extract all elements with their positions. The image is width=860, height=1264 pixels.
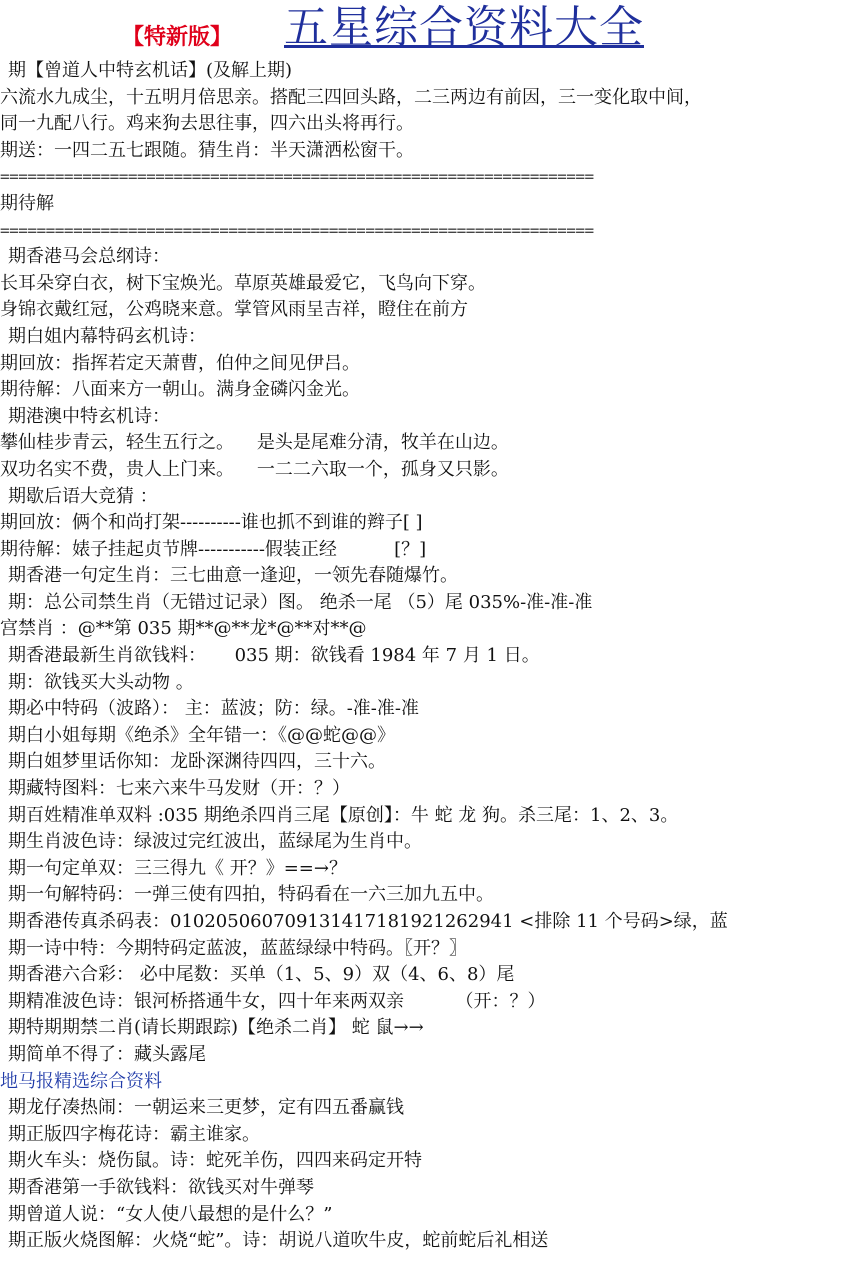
document-header: [0, 0, 860, 60]
section-heading: 地马报精选综合资料: [0, 1070, 162, 1092]
text-line-30: 期生肖波色诗：绿波过完红波出，蓝绿尾为生肖中。: [8, 831, 422, 853]
text-line-4: 期送：一四二五七跟随。猜生肖：半天潇洒松窗干。: [0, 139, 414, 161]
text-line-44: 期曾道人说：“女人使八最想的是什么？”: [8, 1203, 333, 1225]
text-line-37: 期特期期禁二肖(请长期跟踪)【绝杀二肖】 蛇 鼠→→: [8, 1017, 424, 1039]
text-line-33: 期香港传真杀码表：0102050607091314171819212629​41 <排除 11 个号码>绿，蓝: [8, 911, 728, 932]
text-line-10: 身锦衣戴红冠，公鸡晓来意。掌管风雨呈吉祥，瞪住在前方: [0, 299, 468, 321]
text-line-8: 期香港马会总纲诗：: [8, 246, 170, 268]
text-line-1: 期【曾道人中特玄机话】(及解上期): [8, 60, 293, 81]
text-line-23: 期香港最新生肖欲钱料： 035 期：欲钱看 1984 年 7 月 1 日。: [8, 645, 540, 667]
text-line-29: 期百姓精准单双料 :035 期绝杀四肖三尾【原创】：牛 蛇 龙 狗。杀三尾：1、2、3。: [8, 804, 679, 826]
text-line-35: 期香港六合彩： 必中尾数：买单（1、5、9）双（4、6、8）尾: [8, 964, 515, 986]
document-body: [0, 58, 860, 1255]
special-edition-badge: 【特新版】: [122, 25, 233, 50]
text-line-45: 期正版火烧图解：火烧“蛇”。诗：胡说八道吹牛皮，蛇前蛇后礼相送: [8, 1230, 549, 1252]
page-title: 五星综合资料大全: [284, 2, 644, 53]
text-line-24: 期：欲钱买大头动物 。: [8, 671, 194, 693]
text-line-31: 期一句定单双：三三得九《 开？》==→？: [8, 857, 347, 879]
text-line-15: 攀仙桂步青云，轻生五行之。 是头是尾难分清，牧羊在山边。: [0, 432, 509, 454]
text-line-6: 期待解: [0, 192, 54, 214]
text-line-26: 期白小姐每期《绝杀》全年错一：《@@蛇@@》: [8, 724, 395, 746]
text-line-14: 期港澳中特玄机诗：: [8, 405, 170, 427]
text-line-36: 期精准波色诗：银河桥搭通牛女，四十年来两双亲 （开：？）: [8, 990, 546, 1012]
text-line-40: 期龙仔凑热闹：一朝运来三更梦，定有四五番赢钱: [8, 1097, 404, 1119]
text-line-11: 期白姐内幕特码玄机诗：: [8, 325, 206, 347]
text-line-18: 期回放：俩个和尚打架----------谁也抓不到谁的辫子[ ]: [0, 512, 423, 534]
separator-line: =================================================================: [0, 220, 594, 240]
text-line-22: 宫禁肖 ：@**第 035 期**@**龙*@**对**@: [0, 618, 367, 640]
separator-line: =================================================================: [0, 167, 594, 187]
text-line-43: 期香港第一手欲钱料：欲钱买对牛弹琴: [8, 1176, 314, 1198]
text-line-13: 期待解：八面来方一朝山。满身金磷闪金光。: [0, 379, 360, 401]
text-line-41: 期正版四字梅花诗：霸主谁家。: [8, 1123, 260, 1145]
text-line-17: 期歇后语大竞猜 ：: [8, 485, 158, 507]
text-line-34: 期一诗中特：今期特码定蓝波，蓝蓝绿绿中特码。〖开？〗: [8, 937, 467, 959]
text-line-38: 期简单不得了：藏头露尾: [8, 1043, 206, 1065]
text-line-42: 期火车头：烧伤鼠。诗：蛇死羊伤，四四来码定开特: [8, 1150, 422, 1172]
text-line-12: 期回放：指挥若定天萧曹，伯仲之间见伊吕。: [0, 352, 360, 374]
text-line-32: 期一句解特码：一弹三使有四拍，特码看在一六三加九五中。: [8, 884, 494, 906]
text-line-16: 双功名实不费，贵人上门来。 一二二六取一个，孤身又只影。: [0, 458, 509, 480]
text-line-3: 同一九配八行。鸡来狗去思往事，四六出头将再行。: [0, 113, 414, 135]
text-line-21: 期：总公司禁生肖（无错过记录）图。 绝杀一尾 （5）尾 035%-准-准-准: [8, 591, 593, 613]
text-line-2: 六流水九成尘，十五明月倍思亲。搭配三四回头路，二三两边有前因，三一变化取中间，: [0, 86, 702, 108]
text-line-27: 期白姐梦里话你知：龙卧深渊待四四，三十六。: [8, 751, 386, 773]
text-line-28: 期藏特图料：七来六来牛马发财（开：？）: [8, 778, 350, 800]
text-line-20: 期香港一句定生肖：三七曲意一逢迎，一领先春随爆竹。: [8, 565, 458, 587]
text-line-9: 长耳朵穿白衣，树下宝焕光。草原英雄最爱它，飞鸟向下穿。: [0, 272, 486, 294]
text-line-19: 期待解：婊子挂起贞节牌-----------假装正经 [？]: [0, 538, 427, 560]
text-line-25: 期必中特码（波路）： 主：蓝波；防：绿。-准-准-准: [8, 698, 419, 720]
